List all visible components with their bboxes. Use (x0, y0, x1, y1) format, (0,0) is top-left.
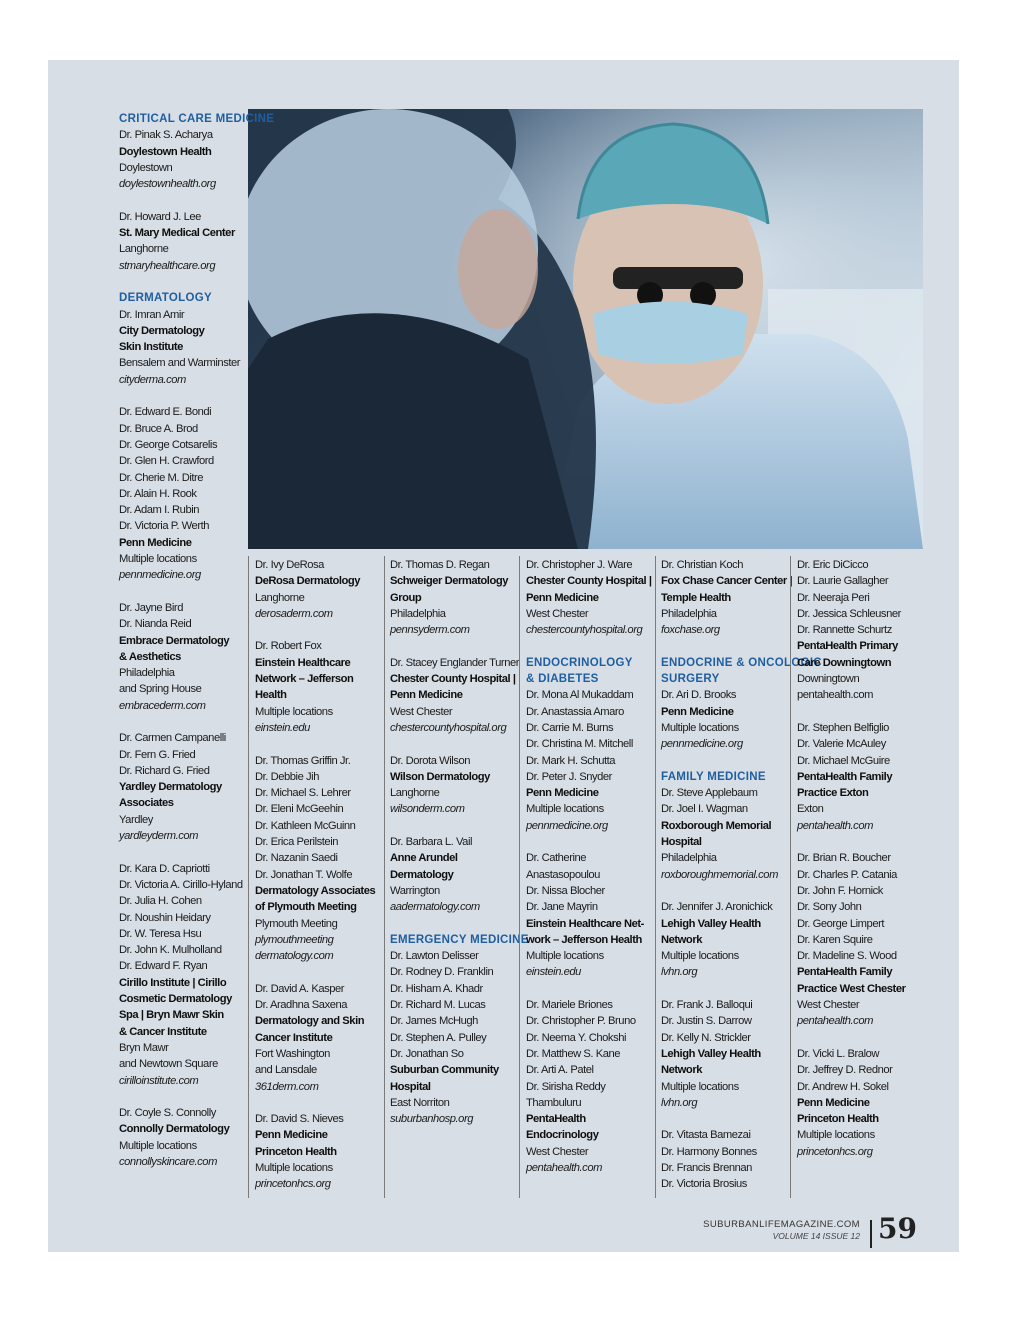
practice-location: Langhorne (255, 591, 305, 604)
practice-location: and Lansdale (255, 1064, 317, 1077)
practice-website: roxboroughmemorial.com (661, 868, 778, 881)
doctor-name: Dr. Frank J. Balloqui (661, 999, 753, 1012)
doctor-name: Dr. Vitasta Bamezai (661, 1129, 751, 1142)
footer-divider (870, 1220, 872, 1248)
section-heading: EMERGENCY MEDICINE (390, 933, 529, 946)
doctor-name: Dr. James McHugh (390, 1015, 478, 1028)
directory-column-4 (526, 557, 652, 1176)
doctor-name: Thambuluru (526, 1096, 582, 1109)
section-heading: FAMILY MEDICINE (661, 770, 766, 783)
entry-spacer (390, 916, 529, 932)
doctor-name: Dr. Arti A. Patel (526, 1064, 594, 1077)
practice-name: Penn Medicine (797, 1096, 870, 1109)
practice-website: doylestownhealth.org (119, 178, 216, 191)
practice-location: Langhorne (390, 787, 440, 800)
doctor-name: Dr. Joel I. Wagman (661, 803, 748, 816)
practice-location: Multiple locations (119, 553, 197, 566)
practice-website: pentahealth.com (797, 1015, 873, 1028)
doctor-name: Dr. Lawton Delisser (390, 950, 479, 963)
practice-name: Practice West Chester (797, 982, 906, 995)
practice-website: aadermatology.com (390, 901, 480, 914)
doctor-name: Dr. Madeline S. Wood (797, 950, 897, 963)
practice-name: Connolly Dermatology (119, 1123, 230, 1136)
practice-name: Chester County Hospital | (526, 575, 652, 588)
practice-name: Embrace Dermatology (119, 634, 230, 647)
practice-name: Princeton Health (255, 1145, 337, 1158)
practice-name: Hospital (661, 836, 702, 849)
entry-spacer (255, 964, 375, 980)
practice-name: Lehigh Valley Health (661, 917, 761, 930)
doctor-name: Dr. Barbara L. Vail (390, 836, 473, 849)
entry-spacer (797, 834, 906, 850)
entry-spacer (390, 638, 529, 654)
doctor-name: Dr. Carrie M. Burns (526, 721, 614, 734)
practice-location: Philadelphia (119, 667, 175, 680)
practice-name: Penn Medicine (255, 1129, 328, 1142)
practice-name: Wilson Dermatology (390, 770, 490, 783)
entry-spacer (526, 638, 652, 654)
practice-location: Multiple locations (661, 1080, 739, 1093)
doctor-name: Dr. Andrew H. Sokel (797, 1080, 889, 1093)
doctor-name: Dr. John K. Mulholland (119, 944, 222, 957)
doctor-name: Dr. Brian R. Boucher (797, 852, 891, 865)
practice-name: Yardley Dermatology (119, 781, 222, 794)
practice-name: Chester County Hospital | (390, 673, 516, 686)
entry-spacer (797, 1030, 906, 1046)
doctor-name: Dr. Adam I. Rubin (119, 504, 200, 517)
entry-spacer (119, 844, 274, 860)
doctor-name: Dr. Thomas Griffin Jr. (255, 754, 351, 767)
practice-location: Multiple locations (255, 705, 333, 718)
practice-website: 361derm.com (255, 1080, 319, 1093)
practice-location: Multiple locations (797, 1129, 875, 1142)
column-divider (790, 556, 791, 1198)
doctor-name: Dr. George Limpert (797, 917, 885, 930)
practice-location: Warrington (390, 884, 440, 897)
doctor-name: Dr. Jessica Schleusner (797, 607, 901, 620)
entry-spacer (255, 1095, 375, 1111)
doctor-name: Dr. Ari D. Brooks (661, 689, 737, 702)
practice-name: Skin Institute (119, 341, 183, 354)
practice-location: and Newtown Square (119, 1058, 218, 1071)
magazine-website: SUBURBANLIFEMAGAZINE.COM (703, 1219, 860, 1230)
practice-name: Lehigh Valley Health (661, 1047, 761, 1060)
doctor-name: Dr. Julia H. Cohen (119, 895, 202, 908)
doctor-name: Dr. Stacey Englander Turner (390, 656, 520, 669)
practice-website: dermatology.com (255, 950, 334, 963)
practice-location: Plymouth Meeting (255, 917, 338, 930)
doctor-name: Dr. Debbie Jih (255, 770, 319, 783)
footer-info (703, 1219, 860, 1241)
section-heading: CRITICAL CARE MEDICINE (119, 113, 275, 125)
practice-name: work – Jefferson Health (526, 933, 642, 946)
doctor-name: Dr. Alain H. Rook (119, 487, 197, 500)
doctor-name: Dr. Eleni McGeehin (255, 803, 344, 816)
practice-website: pennmedicine.org (526, 819, 608, 832)
doctor-name: Dr. Kathleen McGuinn (255, 819, 356, 832)
doctor-name: Dr. Robert Fox (255, 640, 322, 653)
practice-website: pentahealth.com (797, 819, 873, 832)
column-divider (248, 556, 249, 1198)
practice-name: Penn Medicine (390, 689, 463, 702)
practice-website: pentahealth.com (526, 1161, 602, 1174)
practice-location: West Chester (526, 1145, 589, 1158)
doctor-name: Dr. Mona Al Mukaddam (526, 689, 634, 702)
doctor-name: Dr. Ivy DeRosa (255, 559, 324, 571)
practice-website: foxchase.org (661, 624, 720, 637)
practice-name: of Plymouth Meeting (255, 901, 357, 914)
doctor-name: Dr. Bruce A. Brod (119, 422, 198, 435)
directory-column-1 (119, 111, 274, 1170)
practice-name: Anne Arundel (390, 852, 458, 865)
doctor-name: Dr. Richard M. Lucas (390, 999, 486, 1012)
entry-spacer (526, 981, 652, 997)
doctor-name: Dr. Jeffrey D. Rednor (797, 1064, 893, 1077)
doctor-name: Dr. Stephen A. Pulley (390, 1031, 487, 1044)
practice-name: PentaHealth Family (797, 770, 893, 783)
practice-location: Philadelphia (390, 607, 446, 620)
practice-location: Downingtown (797, 673, 860, 686)
column-divider (384, 556, 385, 1198)
column-divider (519, 556, 520, 1198)
practice-name: Roxborough Memorial (661, 819, 772, 832)
entry-spacer (390, 736, 529, 752)
practice-name: PentaHealth (526, 1113, 586, 1126)
doctor-name: Dr. Eric DiCicco (797, 559, 869, 571)
practice-website: princetonhcs.org (255, 1178, 331, 1191)
doctor-name: Dr. Christopher P. Bruno (526, 1015, 636, 1028)
doctor-name: Dr. Catherine (526, 852, 587, 865)
doctor-name: Dr. Rannette Schurtz (797, 624, 892, 637)
doctor-name: Dr. Jonathan T. Wolfe (255, 868, 353, 881)
doctor-name: Dr. Victoria Brosius (661, 1178, 747, 1191)
practice-website: pennmedicine.org (119, 569, 201, 582)
practice-location: West Chester (390, 705, 453, 718)
practice-name: PentaHealth Family (797, 966, 893, 979)
column-divider (655, 556, 656, 1198)
doctor-name: Dr. Victoria P. Werth (119, 520, 210, 533)
practice-location: Philadelphia (661, 852, 717, 865)
practice-name: Temple Health (661, 591, 731, 604)
doctor-name: Dr. Christopher J. Ware (526, 559, 633, 571)
practice-location: Multiple locations (526, 803, 604, 816)
practice-location: Multiple locations (119, 1139, 197, 1152)
doctor-name: Dr. Erica Perilstein (255, 836, 339, 849)
practice-name: Spa | Bryn Mawr Skin (119, 1009, 224, 1022)
practice-name: Penn Medicine (119, 536, 192, 549)
practice-website: embracederm.com (119, 699, 206, 712)
practice-website: plymouthmeeting (255, 933, 334, 946)
directory-column-2 (255, 557, 375, 1193)
doctor-name: Dr. Jennifer J. Aronichick (661, 901, 773, 914)
doctor-name: Dr. Vicki L. Bralow (797, 1047, 880, 1060)
practice-website: pennmedicine.org (661, 738, 743, 751)
doctor-name: Dr. Valerie McAuley (797, 738, 886, 751)
practice-name: Schweiger Dermatology (390, 575, 508, 588)
entry-spacer (119, 192, 274, 208)
entry-spacer (119, 714, 274, 730)
practice-name: Network – Jefferson (255, 673, 354, 686)
section-heading: DERMATOLOGY (119, 292, 212, 305)
practice-name: St. Mary Medical Center (119, 227, 235, 240)
entry-spacer (255, 622, 375, 638)
doctor-name: Dr. Mariele Briones (526, 999, 613, 1012)
practice-name: Penn Medicine (661, 705, 734, 718)
doctor-name: Dr. Neeraja Peri (797, 591, 870, 604)
practice-location: West Chester (797, 999, 860, 1012)
doctor-name: Dr. Jayne Bird (119, 601, 183, 614)
doctor-name: Dr. Christina M. Mitchell (526, 738, 633, 751)
doctor-name: Dr. Stephen Belfiglio (797, 721, 889, 734)
practice-name: DeRosa Dermatology (255, 575, 361, 588)
practice-location: Doylestown (119, 161, 173, 174)
doctor-name: Dr. Noushin Heidary (119, 911, 211, 924)
practice-location: pentahealth.com (797, 689, 873, 702)
practice-name: Hospital (390, 1080, 431, 1093)
practice-website: lvhn.org (661, 1096, 698, 1109)
practice-location: Multiple locations (661, 721, 739, 734)
practice-website: chestercountyhospital.org (526, 624, 643, 637)
doctor-name: Dr. Peter J. Snyder (526, 770, 612, 783)
doctor-name: Dr. Imran Amir (119, 308, 185, 321)
doctor-name: Dr. Glen H. Crawford (119, 455, 214, 468)
practice-website: einstein.edu (526, 966, 581, 979)
section-heading: ENDOCRINE & ONCOLOGIC (661, 656, 822, 669)
doctor-name: Dr. Richard G. Fried (119, 764, 210, 777)
practice-name: Associates (119, 797, 174, 810)
practice-location: Exton (797, 803, 824, 816)
doctor-name: Dr. David S. Nieves (255, 1113, 344, 1126)
doctor-name: Dr. Victoria A. Cirillo-Hyland (119, 878, 243, 891)
doctor-name: Dr. Christian Koch (661, 559, 744, 571)
surgeons-photo-illustration (248, 109, 923, 549)
entry-spacer (119, 584, 274, 600)
doctor-name: Dr. John F. Hornick (797, 884, 883, 897)
practice-location: Philadelphia (661, 607, 717, 620)
page-number: 59 (878, 1212, 917, 1245)
practice-location: Langhorne (119, 243, 169, 256)
practice-name: Network (661, 933, 702, 946)
practice-website: cirilloinstitute.com (119, 1074, 199, 1087)
practice-website: cityderma.com (119, 373, 186, 386)
entry-spacer (255, 736, 375, 752)
doctor-name: Dr. Edward F. Ryan (119, 960, 208, 973)
practice-name: Group (390, 591, 422, 604)
directory-column-3 (390, 557, 529, 1127)
entry-spacer (390, 818, 529, 834)
practice-website: derosaderm.com (255, 607, 333, 620)
doctor-name: Dr. Nazanin Saedi (255, 852, 338, 865)
doctor-name: Dr. Jonathan So (390, 1047, 464, 1060)
practice-name: City Dermatology (119, 324, 205, 337)
practice-location: Multiple locations (661, 950, 739, 963)
doctor-name: Dr. Hisham A. Khadr (390, 982, 483, 995)
practice-name: Cosmetic Dermatology (119, 993, 232, 1006)
practice-name: Dermatology (390, 868, 454, 881)
doctor-name: Dr. Jane Mayrin (526, 901, 598, 914)
practice-name: Practice Exton (797, 787, 869, 800)
practice-location: East Norriton (390, 1096, 450, 1109)
entry-spacer (119, 274, 274, 290)
practice-website: einstein.edu (255, 721, 310, 734)
doctor-name: Dr. Pinak S. Acharya (119, 129, 213, 142)
doctor-name: Dr. Kara D. Capriotti (119, 862, 210, 875)
practice-location: Multiple locations (526, 950, 604, 963)
practice-website: chestercountyhospital.org (390, 721, 507, 734)
doctor-name: Dr. Carmen Campanelli (119, 732, 226, 745)
doctor-name: Dr. Rodney D. Franklin (390, 966, 494, 979)
practice-location: Yardley (119, 813, 153, 826)
practice-name: Princeton Health (797, 1113, 879, 1126)
practice-name: Endocrinology (526, 1129, 599, 1142)
practice-name: Cirillo Institute | Cirillo (119, 976, 227, 989)
doctor-name: Dr. Charles P. Catania (797, 868, 897, 881)
doctor-name: Dr. Francis Brennan (661, 1161, 752, 1174)
practice-location: Bryn Mawr (119, 1041, 169, 1054)
practice-name: Doylestown Health (119, 145, 212, 158)
entry-spacer (119, 1089, 274, 1105)
volume-issue: VOLUME 14 ISSUE 12 (772, 1231, 860, 1241)
practice-name: Care Downingtown (797, 656, 892, 669)
practice-website: connollyskincare.com (119, 1156, 217, 1168)
entry-spacer (526, 834, 652, 850)
practice-website: princetonhcs.org (797, 1145, 873, 1158)
doctor-name: Dr. Justin S. Darrow (661, 1015, 752, 1028)
practice-name: Fox Chase Cancer Center | (661, 575, 793, 588)
practice-website: pennsyderm.com (390, 624, 470, 637)
doctor-name: Dr. David A. Kasper (255, 982, 345, 995)
doctor-name: Dr. George Cotsarelis (119, 438, 218, 451)
practice-website: stmaryhealthcare.org (119, 259, 216, 272)
practice-website: suburbanhosp.org (390, 1113, 473, 1126)
doctor-name: Dr. Aradhna Saxena (255, 999, 348, 1012)
doctor-name: Dr. Anastassia Amaro (526, 705, 624, 718)
practice-name: Network (661, 1064, 702, 1077)
doctor-name: Dr. Sony John (797, 901, 862, 914)
entry-spacer (119, 388, 274, 404)
doctor-name: Dr. Fern G. Fried (119, 748, 196, 761)
practice-name: Einstein Healthcare (255, 656, 351, 669)
doctor-name: Dr. Matthew S. Kane (526, 1047, 621, 1060)
doctor-name: Dr. Karen Squire (797, 933, 873, 946)
practice-name: Health (255, 689, 287, 702)
entry-spacer (797, 704, 906, 720)
practice-name: Einstein Healthcare Net- (526, 917, 644, 930)
doctor-name: Dr. Laurie Gallagher (797, 575, 889, 588)
practice-name: Penn Medicine (526, 591, 599, 604)
practice-name: PentaHealth Primary (797, 640, 898, 653)
doctor-name: Anastasopoulou (526, 868, 600, 881)
doctor-name: Dr. Nissa Blocher (526, 884, 605, 897)
doctor-name: Dr. Neema Y. Chokshi (526, 1031, 627, 1044)
doctor-name: Dr. Howard J. Lee (119, 210, 201, 223)
surgeons-photo (248, 109, 923, 549)
doctor-name: Dr. Michael McGuire (797, 754, 890, 767)
practice-location: Multiple locations (255, 1161, 333, 1174)
doctor-name: Dr. Dorota Wilson (390, 754, 471, 767)
section-heading: ENDOCRINOLOGY (526, 656, 633, 669)
practice-name: Penn Medicine (526, 787, 599, 800)
practice-location: West Chester (526, 607, 589, 620)
doctor-name: Dr. Nianda Reid (119, 618, 192, 631)
practice-website: yardleyderm.com (119, 830, 199, 843)
doctor-name: Dr. Mark H. Schutta (526, 754, 616, 767)
practice-name: Cancer Institute (255, 1031, 333, 1044)
practice-name: Dermatology and Skin (255, 1015, 365, 1028)
doctor-name: Dr. Harmony Bonnes (661, 1145, 757, 1158)
practice-location: Bensalem and Warminster (119, 357, 241, 370)
doctor-name: Dr. Thomas D. Regan (390, 559, 490, 571)
directory-column-6 (797, 557, 906, 1160)
practice-location: and Spring House (119, 683, 202, 696)
doctor-name: Dr. W. Teresa Hsu (119, 927, 202, 940)
doctor-name: Dr. Cherie M. Ditre (119, 471, 204, 484)
practice-website: wilsonderm.com (390, 803, 465, 816)
practice-location: Fort Washington (255, 1047, 330, 1060)
practice-website: lvhn.org (661, 966, 698, 979)
doctor-name: Dr. Steve Applebaum (661, 787, 758, 800)
section-heading: & DIABETES (526, 673, 599, 686)
practice-name: & Aesthetics (119, 650, 181, 663)
practice-name: & Cancer Institute (119, 1025, 207, 1038)
section-heading: SURGERY (661, 673, 720, 686)
doctor-name: Dr. Michael S. Lehrer (255, 787, 351, 800)
practice-name: Suburban Community (390, 1064, 499, 1077)
doctor-name: Dr. Coyle S. Connolly (119, 1107, 216, 1120)
practice-name: Dermatology Associates (255, 884, 376, 897)
doctor-name: Dr. Sirisha Reddy (526, 1080, 606, 1093)
doctor-name: Dr. Edward E. Bondi (119, 406, 212, 419)
doctor-name: Dr. Kelly N. Strickler (661, 1031, 751, 1044)
